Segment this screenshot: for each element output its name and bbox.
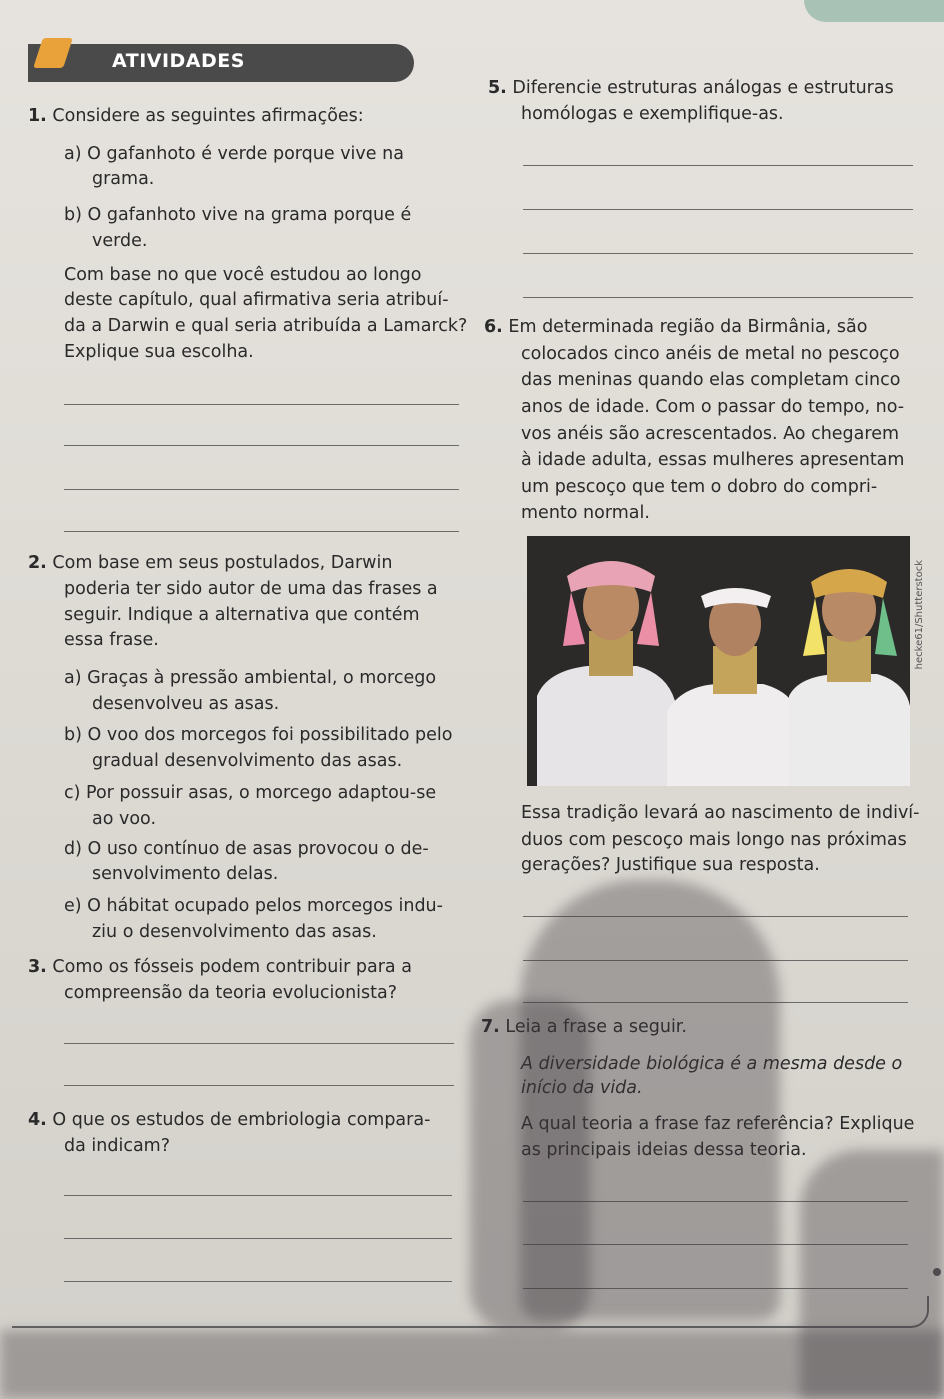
q1-prompt-line-4: Explique sua escolha.: [64, 342, 254, 362]
question-2: 2. Com base em seus postulados, Darwin: [28, 553, 393, 573]
q1-option-a: a) O gafanhoto é verde porque vive na: [64, 144, 404, 164]
q1-option-b: b) O gafanhoto vive na grama porque é: [64, 205, 412, 225]
photo-credit: hecke61/Shutterstock: [914, 560, 925, 670]
answer-line[interactable]: [64, 1085, 454, 1086]
section-title: ATIVIDADES: [112, 50, 245, 72]
answer-line[interactable]: [64, 1195, 452, 1196]
answer-line[interactable]: [64, 404, 459, 405]
q2-option-c: c) Por possuir asas, o morcego adaptou-se: [64, 783, 437, 803]
q6-after-line-2: duos com pescoço mais longo nas próximas: [521, 830, 907, 850]
hand-shadow: [470, 1000, 590, 1330]
photo-illustration: [527, 536, 910, 786]
q7-ask-line-1: A qual teoria a frase faz referência? Explique: [521, 1114, 915, 1134]
question-4: 4. O que os estudos de embriologia compara-: [28, 1110, 431, 1130]
q2-option-c-cont: ao voo.: [92, 809, 157, 829]
answer-line[interactable]: [523, 297, 913, 298]
q2-line-2: poderia ter sido autor de uma das frases a: [64, 579, 438, 599]
q4-line-2: da indicam?: [64, 1136, 170, 1156]
answer-line[interactable]: [64, 445, 459, 446]
q2-line-3: seguir. Indique a alternativa que contém: [64, 605, 420, 625]
answer-line[interactable]: [523, 209, 913, 210]
q6-line-5: vos anéis são acrescentados. Ao chegarem: [521, 424, 900, 444]
q2-option-a: a) Graças à pressão ambiental, o morcego: [64, 668, 437, 688]
answer-line[interactable]: [64, 1043, 454, 1044]
q2-option-d: d) O uso contínuo de asas provocou o de-: [64, 839, 429, 859]
question-5: 5. Diferencie estruturas análogas e estruturas: [488, 78, 894, 98]
q6-line-6: à idade adulta, essas mulheres apresentam: [521, 450, 905, 470]
q6-line-8: mento normal.: [521, 503, 650, 523]
q1-option-b-cont: verde.: [92, 231, 148, 251]
q2-option-a-cont: desenvolveu as asas.: [92, 694, 280, 714]
answer-line[interactable]: [523, 165, 913, 166]
answer-line[interactable]: [64, 531, 459, 532]
q1-option-a-cont: grama.: [92, 169, 155, 189]
q6-after-line-1: Essa tradição levará ao nascimento de indiví-: [521, 803, 920, 823]
answer-line[interactable]: [64, 489, 459, 490]
q2-option-e: e) O hábitat ocupado pelos morcegos indu-: [64, 896, 443, 916]
answer-line[interactable]: [64, 1281, 452, 1282]
answer-line[interactable]: [64, 1238, 452, 1239]
q1-prompt-line-1: Com base no que você estudou ao longo: [64, 265, 422, 285]
q1-prompt-line-3: da a Darwin e qual seria atribuída a Lamarck?: [64, 316, 468, 336]
q6-after-line-3: gerações? Justifique sua resposta.: [521, 855, 820, 875]
q7-quote-line-2: início da vida.: [521, 1078, 643, 1098]
corner-decoration: [804, 0, 944, 22]
q2-option-e-cont: ziu o desenvolvimento das asas.: [92, 922, 377, 942]
q7-ask-line-2: as principais ideias dessa teoria.: [521, 1140, 807, 1160]
q2-option-b-cont: gradual desenvolvimento das asas.: [92, 751, 403, 771]
q6-line-2: colocados cinco anéis de metal no pescoço: [521, 344, 900, 364]
q2-option-d-cont: senvolvimento delas.: [92, 864, 279, 884]
q3-line-2: compreensão da teoria evolucionista?: [64, 983, 398, 1003]
q5-line-2: homólogas e exemplifique-as.: [521, 104, 784, 124]
q2-line-4: essa frase.: [64, 630, 159, 650]
q6-line-4: anos de idade. Com o passar do tempo, no-: [521, 397, 905, 417]
photo-women-neck-rings: [527, 536, 910, 786]
q6-line-7: um pescoço que tem o dobro do compri-: [521, 477, 878, 497]
q2-option-b: b) O voo dos morcegos foi possibilitado pelo: [64, 725, 453, 745]
question-6: 6. Em determinada região da Birmânia, são: [484, 317, 868, 337]
question-7: 7. Leia a frase a seguir.: [481, 1017, 687, 1037]
q7-quote-line-1: A diversidade biológica é a mesma desde o: [521, 1054, 903, 1074]
q1-prompt-line-2: deste capítulo, qual afirmativa seria atribuí-: [64, 290, 449, 310]
question-3: 3. Como os fósseis podem contribuir para a: [28, 957, 412, 977]
question-1: 1. Considere as seguintes afirmações:: [28, 106, 364, 126]
q6-line-3: das meninas quando elas completam cinco: [521, 370, 901, 390]
bottom-shadow: [0, 1330, 944, 1399]
answer-line[interactable]: [523, 253, 913, 254]
